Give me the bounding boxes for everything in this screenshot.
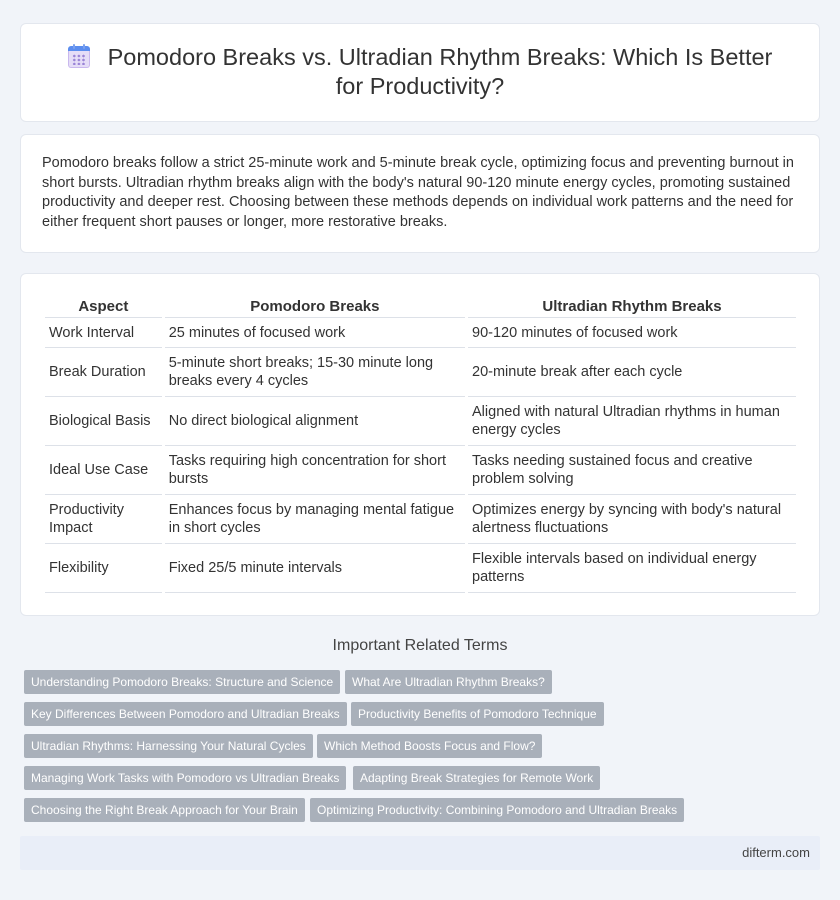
ultradian-cell: Flexible intervals based on individual energy patterns bbox=[468, 544, 796, 593]
table-row bbox=[45, 397, 796, 446]
table-row bbox=[45, 495, 796, 544]
intro-paragraph: Pomodoro breaks follow a strict 25-minute work and 5-minute break cycle, optimizing focus and preventing burnout in short bursts. Ultradian rhythm breaks align with the body's natural 90-120 minute energy cycles, promoting sustained productivity and deeper rest. Choosing between these methods depends on individual work patterns and the need for either frequent short pauses or longer, more restorative breaks. bbox=[42, 155, 794, 230]
header-ultradian: Ultradian Rhythm Breaks bbox=[468, 296, 796, 318]
ultradian-cell: Aligned with natural Ultradian rhythms in human energy cycles bbox=[468, 397, 796, 446]
ultradian-cell: Optimizes energy by syncing with body's natural alertness fluctuations bbox=[468, 495, 796, 544]
related-term-tag[interactable]: Managing Work Tasks with Pomodoro vs Ultradian Breaks bbox=[24, 766, 346, 790]
pomodoro-cell: Enhances focus by managing mental fatigue in short cycles bbox=[165, 495, 465, 544]
pomodoro-cell: 25 minutes of focused work bbox=[165, 318, 465, 348]
ultradian-cell: 90-120 minutes of focused work bbox=[468, 318, 796, 348]
comparison-card bbox=[20, 273, 820, 616]
ultradian-cell: 20-minute break after each cycle bbox=[468, 348, 796, 397]
intro-card bbox=[20, 134, 820, 253]
related-term-tag[interactable]: Understanding Pomodoro Breaks: Structure and Science bbox=[24, 670, 340, 694]
related-term-tag[interactable]: Which Method Boosts Focus and Flow? bbox=[317, 734, 542, 758]
footer-site-link[interactable]: difterm.com bbox=[742, 845, 810, 860]
related-terms-title: Important Related Terms bbox=[332, 637, 508, 654]
table-row bbox=[45, 318, 796, 348]
page-title-wrap bbox=[21, 43, 819, 101]
table-row bbox=[45, 446, 796, 495]
table-row bbox=[45, 348, 796, 397]
pomodoro-cell: Fixed 25/5 minute intervals bbox=[165, 544, 465, 593]
table-header-row bbox=[45, 296, 796, 318]
aspect-cell: Flexibility bbox=[45, 544, 162, 593]
title-card bbox=[20, 23, 820, 122]
related-term-tag[interactable]: Choosing the Right Break Approach for Your Brain bbox=[24, 798, 305, 822]
pomodoro-cell: Tasks requiring high concentration for short bursts bbox=[165, 446, 465, 495]
pomodoro-cell: No direct biological alignment bbox=[165, 397, 465, 446]
aspect-cell: Break Duration bbox=[45, 348, 162, 397]
related-term-tag[interactable]: Ultradian Rhythms: Harnessing Your Natural Cycles bbox=[24, 734, 313, 758]
page-title: Pomodoro Breaks vs. Ultradian Rhythm Breaks: Which Is Better for Productivity? bbox=[107, 44, 773, 99]
header-aspect: Aspect bbox=[45, 296, 162, 318]
pomodoro-cell: 5-minute short breaks; 15-30 minute long breaks every 4 cycles bbox=[165, 348, 465, 397]
related-term-tag[interactable]: Optimizing Productivity: Combining Pomodoro and Ultradian Breaks bbox=[310, 798, 684, 822]
table-row bbox=[45, 544, 796, 593]
related-term-tag[interactable]: What Are Ultradian Rhythm Breaks? bbox=[345, 670, 552, 694]
related-term-tag[interactable]: Key Differences Between Pomodoro and Ultradian Breaks bbox=[24, 702, 347, 726]
aspect-cell: Work Interval bbox=[45, 318, 162, 348]
comparison-table bbox=[42, 296, 799, 593]
calendar-icon bbox=[68, 46, 90, 68]
header-pomodoro: Pomodoro Breaks bbox=[165, 296, 465, 318]
aspect-cell: Productivity Impact bbox=[45, 495, 162, 544]
aspect-cell: Biological Basis bbox=[45, 397, 162, 446]
ultradian-cell: Tasks needing sustained focus and creative problem solving bbox=[468, 446, 796, 495]
aspect-cell: Ideal Use Case bbox=[45, 446, 162, 495]
related-term-tag[interactable]: Adapting Break Strategies for Remote Work bbox=[353, 766, 600, 790]
related-term-tag[interactable]: Productivity Benefits of Pomodoro Technique bbox=[351, 702, 604, 726]
footer-bar bbox=[20, 836, 820, 870]
